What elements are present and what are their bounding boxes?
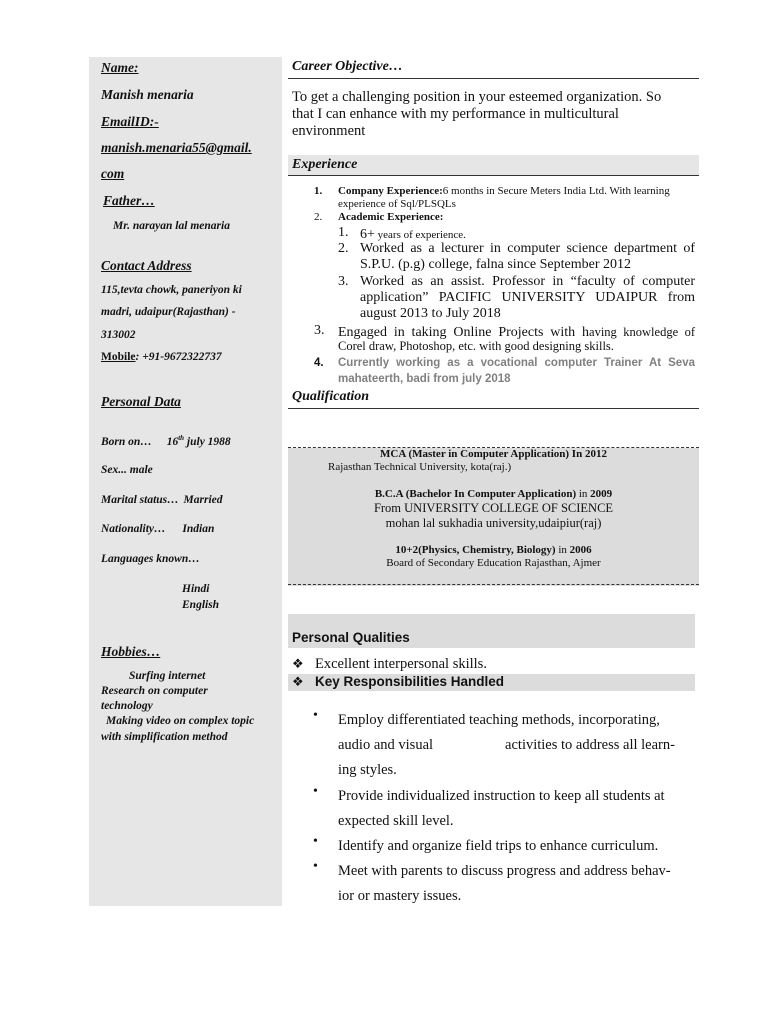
hobby-research-line1: Research on computer — [101, 685, 208, 697]
bullet-dot-icon: • — [313, 708, 318, 723]
hs-board: Board of Secondary Education Rajasthan, Ajmer — [386, 557, 601, 569]
bullet-dot-icon: • — [313, 859, 318, 874]
exp-item1-text: 6 months in Secure Meters India Ltd. With learning — [442, 185, 670, 197]
exp-sub1-big: 6+ — [360, 227, 375, 242]
mobile-label: Mobile — [101, 351, 136, 363]
personal-qualities-bar — [288, 614, 695, 648]
born-line — [101, 434, 231, 448]
born-rest: july 1988 — [184, 435, 231, 448]
exp-item2-num: 2. — [314, 211, 323, 223]
mobile-line — [101, 351, 222, 363]
exp-item2-label: Academic Experience: — [338, 211, 444, 223]
hobby-video-line1: Making video on complex topic — [106, 715, 255, 727]
resp-item1-line2a: audio and visual — [338, 737, 434, 753]
bca-from: From UNIVERSITY COLLEGE OF SCIENCE — [373, 501, 614, 515]
qualification-bottom-border — [288, 584, 699, 585]
exp-item3-line1a: Engaged in taking Online Projects with h — [338, 325, 590, 340]
nationality-label: Nationality… — [101, 523, 166, 535]
contact-label: Contact Address — [101, 258, 192, 273]
exp-sub1-small: years of experience. — [374, 229, 466, 241]
hs-title: 10+2(Physics, Chemistry, Biology) — [395, 544, 556, 556]
marital-label: Marital status… — [101, 494, 179, 506]
career-objective-heading: Career Objective… — [288, 59, 699, 79]
resp-item4-line2: ior or mastery issues. — [338, 888, 462, 904]
address-line1: 115,tevta chowk, paneriyon ki — [101, 284, 242, 296]
marital-line — [101, 494, 223, 506]
resp-item1-line2b: activities to address all learn- — [505, 737, 675, 753]
exp-item4-line1: Currently working as a vocational computer Trainer At Seva — [338, 357, 695, 369]
email-value-line1: manish.menaria55@gmail. — [101, 140, 252, 155]
mca-university: Rajasthan Technical University, kota(raj.) — [328, 461, 512, 473]
career-objective-text — [292, 89, 695, 140]
bca-university: mohan lal sukhadia university,udaipiur(raj) — [385, 516, 602, 530]
hs-line — [288, 544, 699, 557]
hobby-surfing: Surfing internet — [129, 670, 206, 682]
exp-sub2-line1: Worked as a lecturer in computer science department of — [360, 241, 695, 256]
exp-item1-num: 1. — [314, 185, 323, 197]
exp-item1 — [338, 185, 695, 197]
language-english: English — [182, 599, 220, 611]
sex-line: Sex... male — [101, 464, 153, 476]
born-sup: th — [178, 434, 185, 442]
diamond-bullet-icon: ❖ — [292, 674, 304, 689]
exp-sub1-num: 1. — [338, 225, 349, 240]
nationality-value: Indian — [182, 523, 215, 535]
exp-sub3-line1: Worked as an assist. Professor in “faculty of computer — [360, 274, 695, 289]
exp-item3-line1b: aving knowledge of — [589, 325, 695, 339]
exp-item4-line2: mahateerth, badi from july 2018 — [338, 373, 511, 385]
address-line2: madri, udaipur(Rajasthan) - — [101, 306, 236, 318]
pq-item1: Excellent interpersonal skills. — [315, 656, 487, 672]
sidebar — [89, 57, 282, 906]
hobby-research-line2: technology — [101, 700, 153, 712]
born-day: 16 — [166, 435, 179, 448]
personal-qualities-heading: Personal Qualities — [292, 630, 410, 645]
father-label: Father… — [103, 193, 155, 208]
exp-item1-label: Company Experience: — [338, 185, 443, 197]
resp-item1-line2 — [338, 733, 741, 758]
hobby-video-line2: with simplification method — [101, 731, 228, 743]
hobbies-label: Hobbies… — [101, 644, 161, 659]
career-line3: environment — [292, 123, 366, 139]
resp-item1 — [338, 708, 741, 783]
email-label: EmailID:- — [101, 114, 159, 129]
mca-title: MCA (Master in Computer Application) In 2012 — [380, 448, 607, 460]
resp-item2-line1: Provide individualized instruction to keep all students at — [338, 788, 665, 804]
career-line1: To get a challenging position in your esteemed organization. So — [292, 89, 662, 105]
name-label: Name: — [101, 60, 139, 75]
qualification-heading: Qualification — [288, 389, 699, 409]
language-hindi: Hindi — [182, 583, 210, 595]
bca-in: in — [576, 488, 591, 500]
exp-item3-line2: Corel draw, Photoshop, etc. with good designing skills. — [338, 339, 614, 353]
bca-year: 2009 — [590, 488, 613, 500]
diamond-bullet-icon: ❖ — [292, 656, 304, 671]
name-value: Manish menaria — [101, 87, 194, 102]
exp-sub3-num: 3. — [338, 274, 349, 289]
resp-item2-line2: expected skill level. — [338, 813, 454, 829]
father-name: Mr. narayan lal menaria — [113, 220, 230, 232]
exp-sub2-line2: S.P.U. (p.g) college, falna since September 2012 — [360, 257, 631, 272]
exp-sub2-num: 2. — [338, 241, 349, 256]
exp-item4-num: 4. — [314, 357, 324, 369]
bca-title: B.C.A (Bachelor In Computer Application) — [374, 488, 577, 500]
exp-item3-num: 3. — [314, 323, 325, 338]
resp-item4 — [338, 859, 741, 909]
languages-label: Languages known… — [101, 553, 200, 565]
key-responsibilities-heading: Key Responsibilities Handled — [315, 674, 505, 689]
resp-item3: Identify and organize field trips to enhance curriculum. — [338, 838, 659, 854]
experience-heading: Experience — [288, 155, 699, 176]
resp-item2 — [338, 784, 741, 834]
email-value-line2: com — [101, 166, 125, 181]
exp-sub3-line2: application” PACIFIC UNIVERSITY UDAIPUR from — [360, 290, 695, 305]
nationality-line — [101, 523, 214, 535]
exp-sub3-line3: august 2013 to July 2018 — [360, 306, 501, 321]
marital-value: Married — [183, 494, 223, 506]
bullet-dot-icon: • — [313, 834, 318, 849]
hs-in: in — [555, 544, 570, 556]
hs-year: 2006 — [569, 544, 592, 556]
resp-item1-line1: Employ differentiated teaching methods, incorporating, — [338, 712, 660, 728]
bullet-dot-icon: • — [313, 784, 318, 799]
bca-line — [288, 488, 699, 501]
born-label: Born on… — [101, 435, 152, 448]
address-line3: 313002 — [101, 329, 136, 341]
resp-item4-line1: Meet with parents to discuss progress and address behav- — [338, 863, 671, 879]
mobile-value: : +91-9672322737 — [135, 351, 222, 363]
resp-item1-line3: ing styles. — [338, 762, 397, 778]
personal-data-label: Personal Data — [101, 394, 181, 409]
career-line2: that I can enhance with my performance in multicultural — [292, 106, 619, 122]
exp-item1-line2: experience of Sql/PLSQLs — [338, 198, 456, 210]
